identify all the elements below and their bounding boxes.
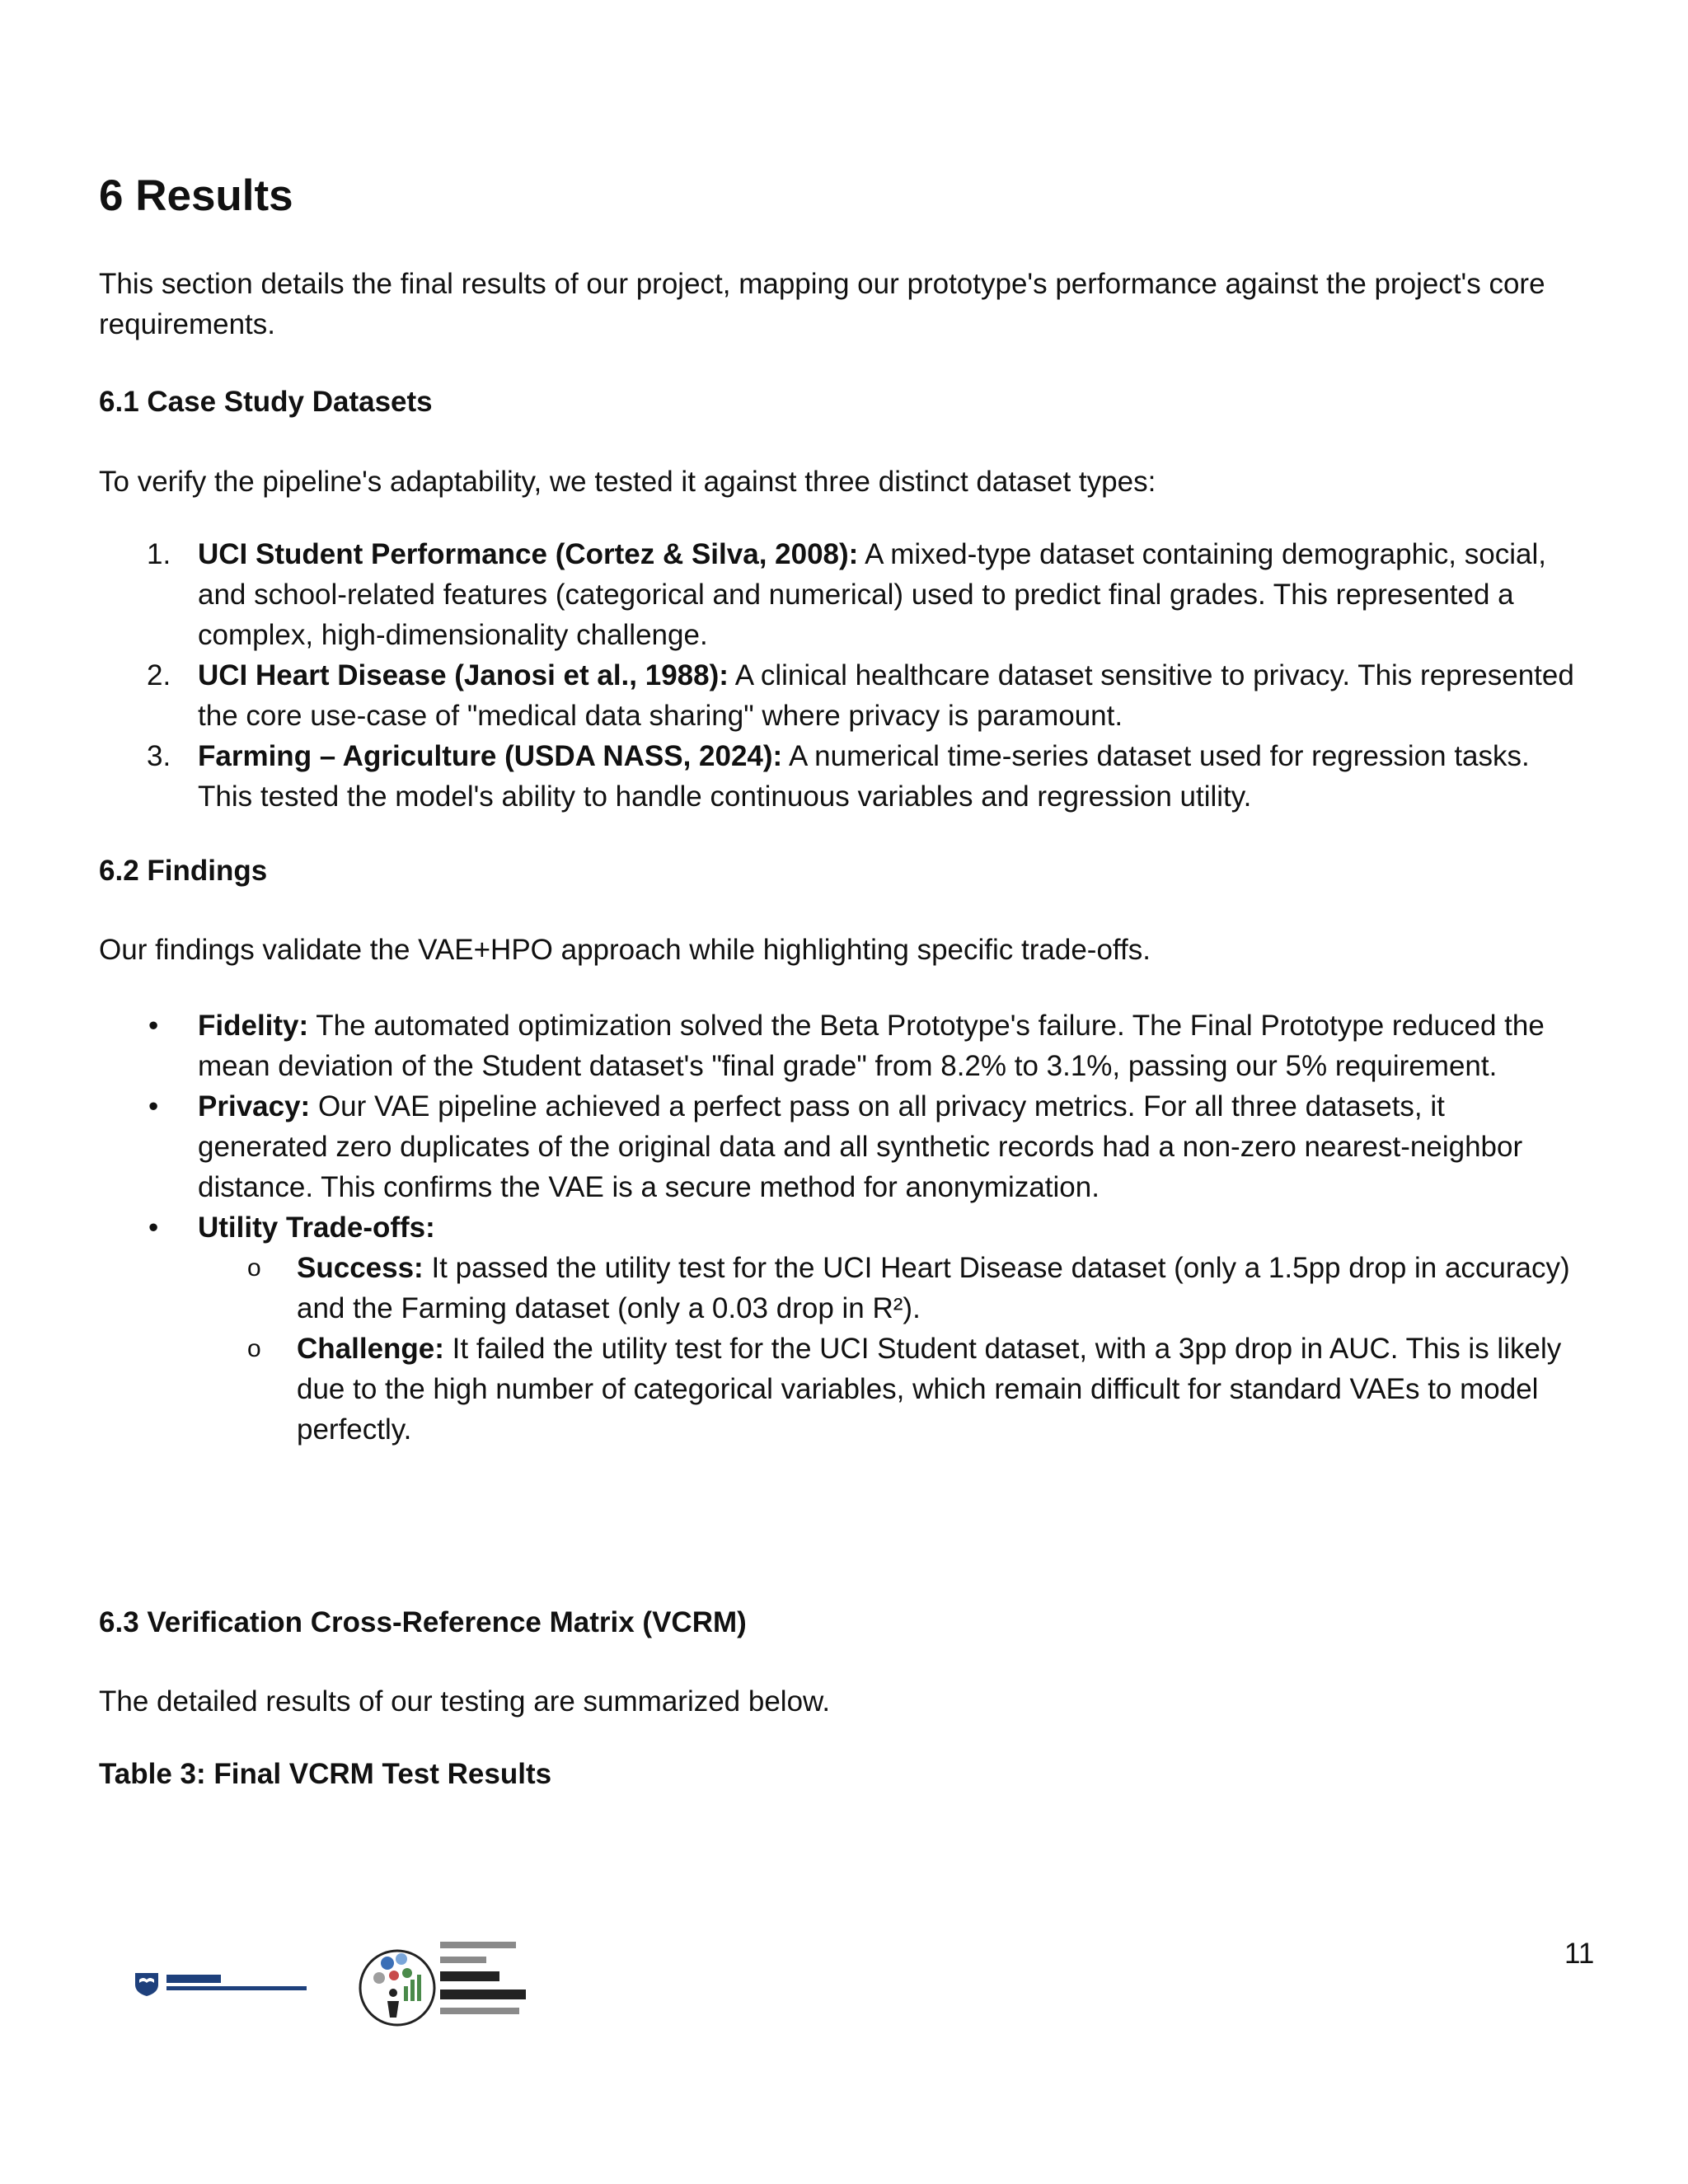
- dataset-title: UCI Student Performance (Cortez & Silva, 2008):: [198, 538, 859, 570]
- list-item: [99, 736, 1582, 817]
- datasets-list: [99, 534, 1582, 817]
- dataset-description: A clinical healthcare dataset sensitive to privacy. This represented the core use-case of "medical data sharing" where privacy is paramount.: [198, 659, 1574, 732]
- finding-text: Our VAE pipeline achieved a perfect pass on all privacy metrics. For all three datasets, it generated zero duplicates of the original data and all synthetic records had a non-zero nearest-neighbor distance. This confirms the VAE is a secure method for anonymization.: [198, 1090, 1523, 1203]
- findings-list: [99, 1005, 1582, 1450]
- findings-heading: 6.2 Findings: [99, 855, 268, 887]
- vcrm-heading: 6.3 Verification Cross-Reference Matrix (VCRM): [99, 1606, 747, 1638]
- sub-finding-title: Success:: [297, 1252, 424, 1284]
- datasets-lead: To verify the pipeline's adaptability, we tested it against three distinct dataset types:: [99, 466, 1156, 498]
- bullet: •: [148, 1010, 159, 1042]
- pennstate-logo: [134, 1968, 307, 1998]
- sub-finding-text: It passed the utility test for the UCI Heart Disease dataset (only a 1.5pp drop in accuracy) and the Farming dataset (only a 0.03 drop in R²).: [297, 1252, 1570, 1324]
- vcrm-lead: The detailed results of our testing are summarized below.: [99, 1685, 831, 1718]
- finding-title: Privacy:: [198, 1090, 311, 1122]
- list-item: [99, 1086, 1582, 1207]
- sub-bullet: o: [247, 1254, 261, 1282]
- section-title: 6 Results: [99, 171, 293, 220]
- dataset-title: Farming – Agriculture (USDA NASS, 2024):: [198, 740, 783, 772]
- sub-finding-title: Challenge:: [297, 1333, 444, 1365]
- list-item: [99, 655, 1582, 736]
- findings-lead: Our findings validate the VAE+HPO approach while highlighting specific trade-offs.: [99, 934, 1151, 966]
- utility-sublist: [198, 1248, 1582, 1450]
- list-number: 3.: [147, 740, 171, 772]
- finding-text: The automated optimization solved the Beta Prototype's failure. The Final Prototype reduced the mean deviation of the Student dataset's "final grade" from 8.2% to 3.1%, passing our 5% requirement.: [198, 1010, 1545, 1082]
- dataset-description: A mixed-type dataset containing demographic, social, and school-related features (categorical and numerical) used to predict final grades. This represented a complex, high-dimensionality challenge.: [198, 538, 1546, 651]
- issip-logo: [356, 1938, 529, 2029]
- bullet: •: [148, 1212, 159, 1244]
- sub-finding-text: It failed the utility test for the UCI Student dataset, with a 3pp drop in AUC. This is likely due to the high number of categorical variables, which remain difficult for standard VAEs to model perfectly.: [297, 1333, 1562, 1446]
- dataset-title: UCI Heart Disease (Janosi et al., 1988):: [198, 659, 729, 691]
- list-number: 1.: [147, 538, 171, 570]
- sub-list-item: [99, 1329, 1582, 1450]
- list-number: 2.: [147, 659, 171, 691]
- page-number: 11: [1564, 1938, 1595, 1970]
- datasets-heading: 6.1 Case Study Datasets: [99, 386, 433, 418]
- dataset-description: A numerical time-series dataset used for regression tasks. This tested the model's ability to handle continuous variables and regression utility.: [198, 740, 1530, 813]
- list-item: [99, 1005, 1582, 1086]
- table-caption: Table 3: Final VCRM Test Results: [99, 1758, 552, 1790]
- finding-title: Fidelity:: [198, 1010, 309, 1042]
- finding-title: Utility Trade-offs:: [198, 1212, 435, 1244]
- sub-list-item: [99, 1248, 1582, 1329]
- bullet: •: [148, 1090, 159, 1122]
- list-item: [99, 534, 1582, 655]
- intro-paragraph: This section details the final results of our project, mapping our prototype's performance against the project's core requirements.: [99, 268, 1545, 340]
- list-item: [99, 1207, 1582, 1450]
- sub-bullet: o: [247, 1335, 261, 1362]
